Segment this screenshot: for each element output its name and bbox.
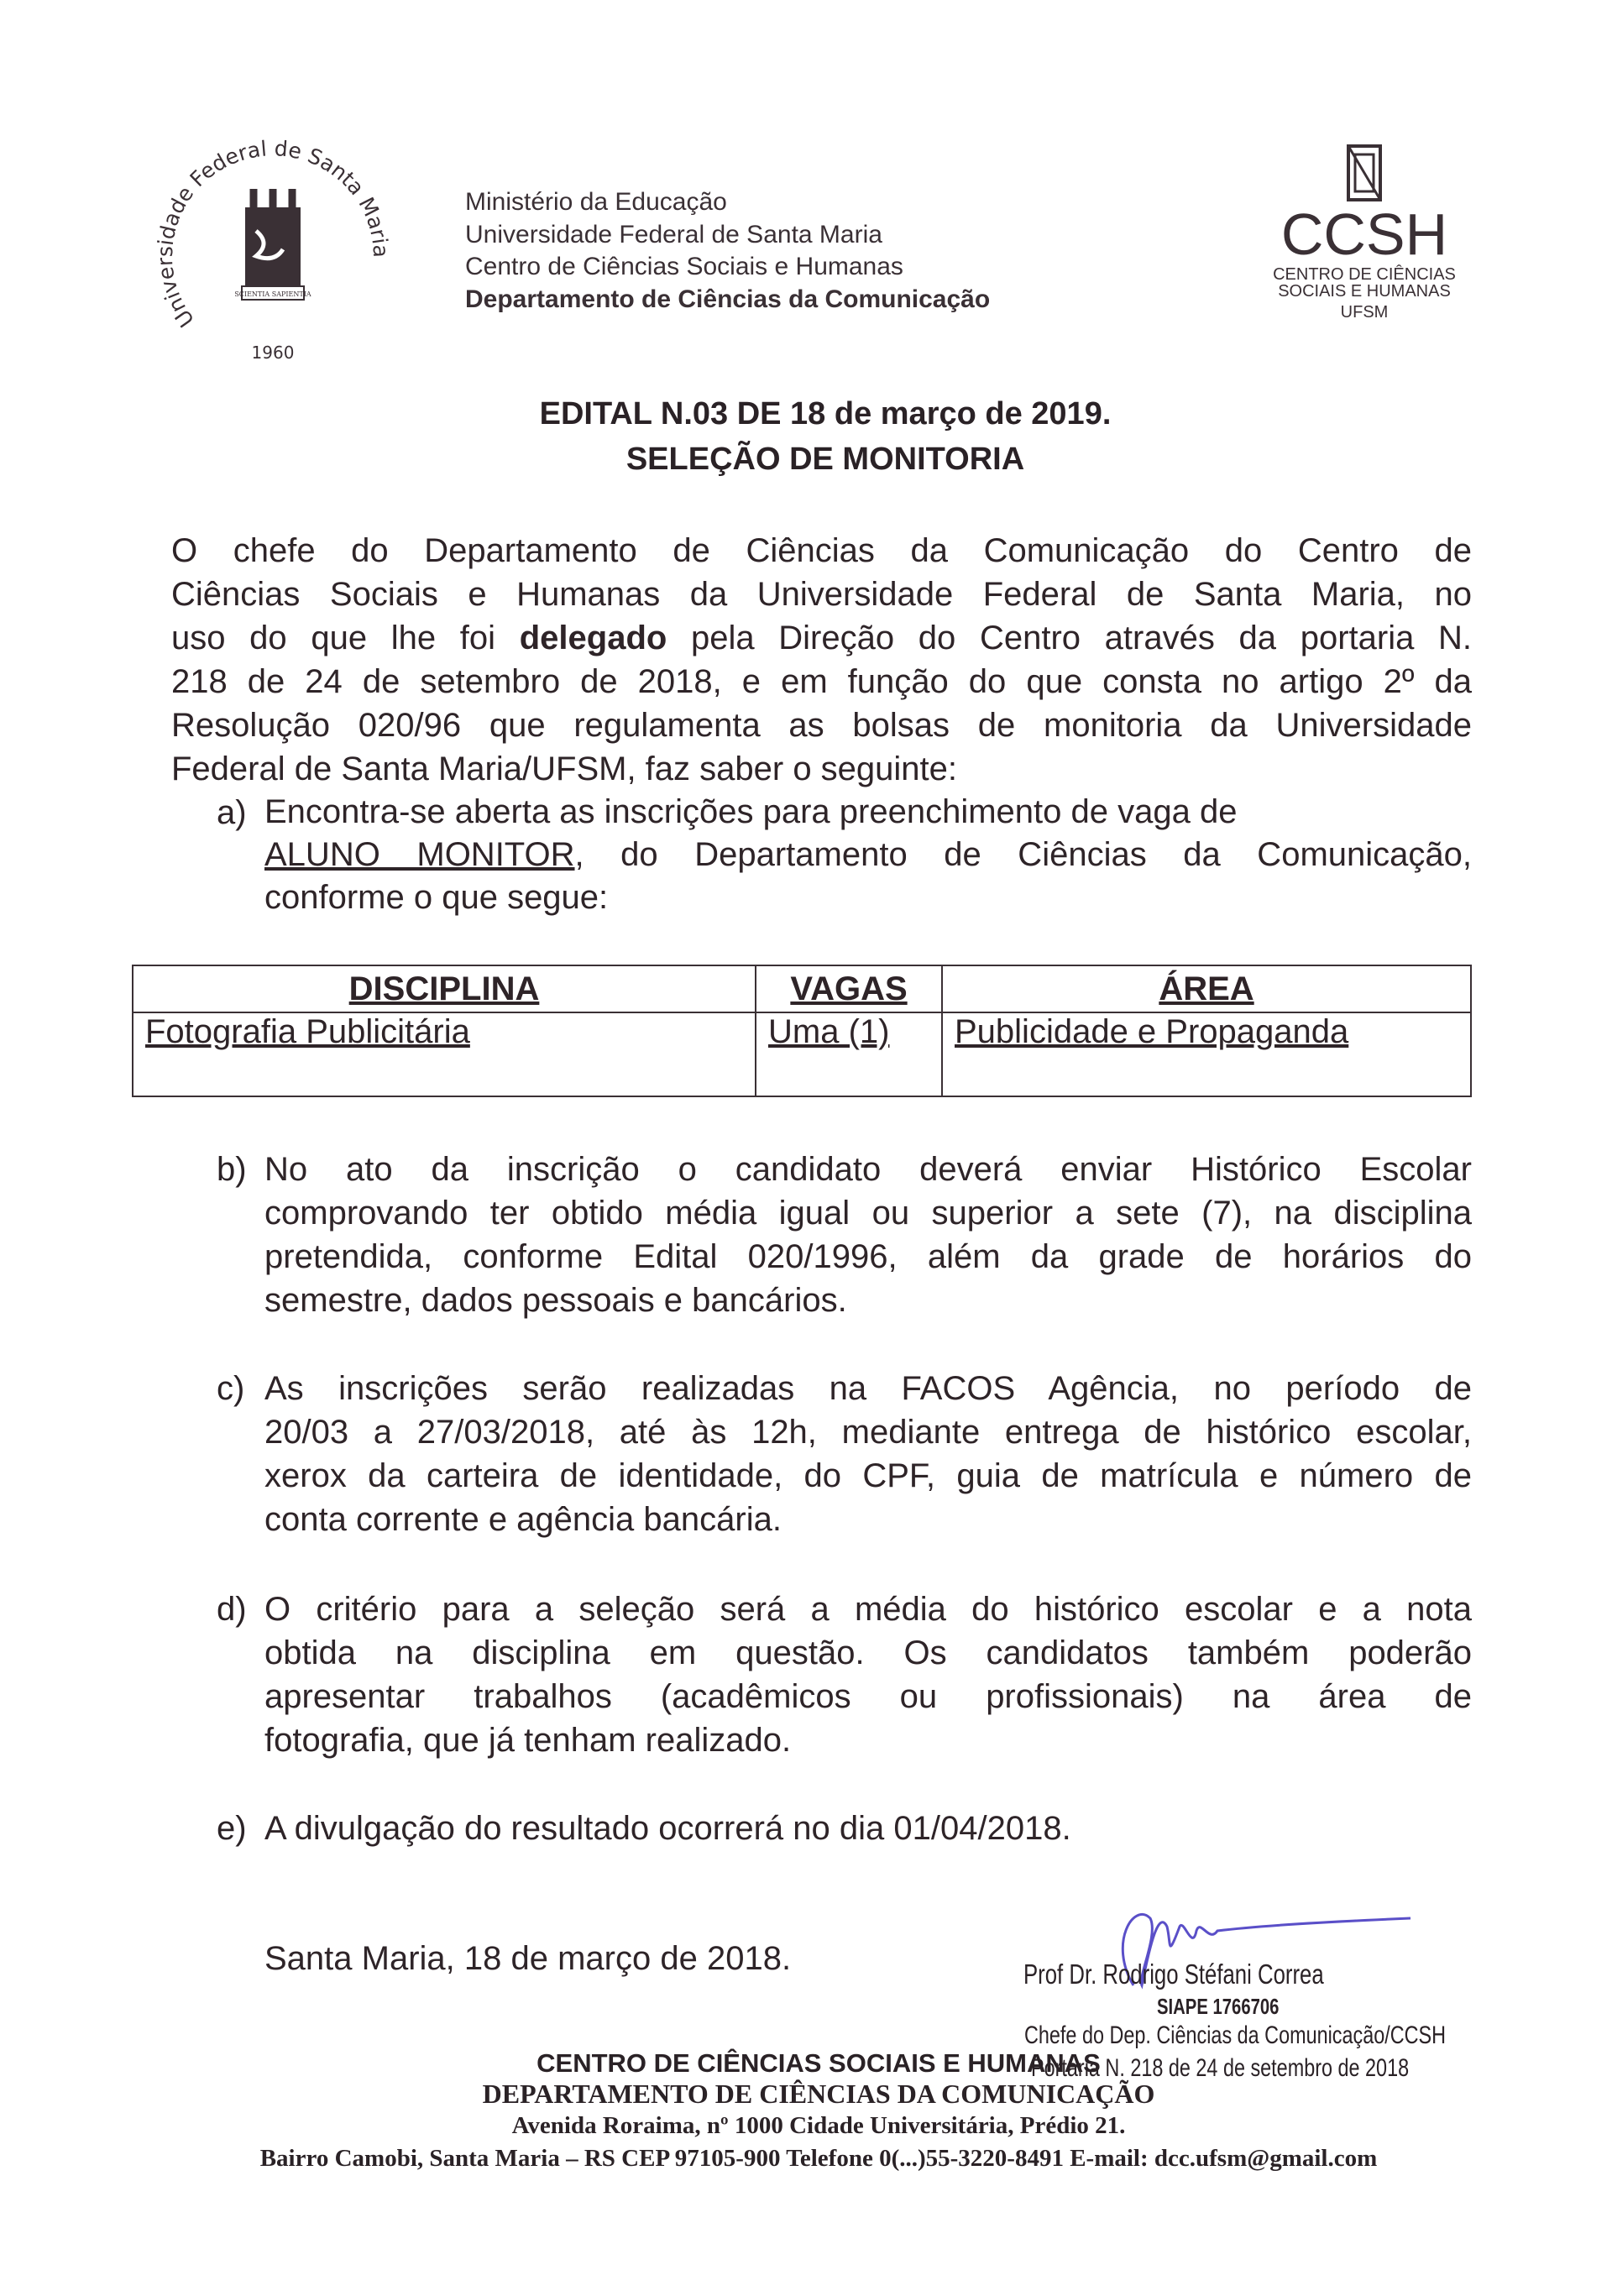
item-line: semestre, dados pessoais e bancários. (264, 1282, 847, 1319)
item-line: conforme o que segue: (264, 879, 609, 916)
item-label: b) (217, 1151, 247, 1188)
item-line: As inscrições serão realizadas na FACOS Agência, no período de (264, 1370, 1472, 1407)
intro-line: O chefe do Departamento de Ciências da Comunicação do Centro de (171, 532, 1472, 569)
header-vagas: VAGAS (756, 965, 942, 1012)
institution-header (465, 186, 990, 316)
signer-portaria: Portaria N. 218 de 24 de setembro de 2018 (1031, 2054, 1410, 2082)
cell-vagas: Uma (1) (756, 1012, 942, 1096)
item-text: , do Departamento de Ciências da Comunicação, (574, 836, 1472, 873)
header-area: ÁREA (942, 965, 1471, 1012)
intro-paragraph (171, 529, 1472, 791)
logo-year: 1960 (251, 343, 295, 363)
cell-disciplina: Fotografia Publicitária (133, 1012, 756, 1096)
ccsh-line2: SOCIAIS E HUMANAS (1278, 282, 1451, 301)
item-line: xerox da carteira de identidade, do CPF, guia de matrícula e número de (264, 1457, 1472, 1494)
item-line: pretendida, conforme Edital 020/1996, além da grade de horários do (264, 1238, 1472, 1275)
edital-title: EDITAL N.03 DE 18 de março de 2019. (539, 396, 1112, 431)
footer-address: Avenida Roraima, nº 1000 Cidade Universitária, Prédio 21. (511, 2112, 1126, 2139)
item-line: No ato da inscrição o candidato deverá enviar Histórico Escolar (264, 1151, 1472, 1188)
table-row (133, 1012, 1471, 1096)
aluno-monitor-underlined: ALUNO MONITOR (264, 836, 575, 873)
intro-line: Federal de Santa Maria/UFSM, faz saber o seguinte: (171, 751, 958, 787)
header-ministry: Ministério da Educação (465, 188, 727, 216)
vacancy-table (132, 965, 1472, 1097)
ccsh-line3: UFSM (1340, 303, 1389, 322)
ccsh-line1: CENTRO DE CIÊNCIAS (1273, 265, 1456, 284)
place-date: Santa Maria, 18 de março de 2018. (264, 1940, 792, 1977)
logo-motto: SCIENTIA SAPIENTIA (234, 290, 311, 298)
intro-text: pela Direção do Centro através da portaria N. (667, 620, 1472, 656)
footer-contact: Bairro Camobi, Santa Maria – RS CEP 97105-900 Telefone 0(...)55-3220-8491 E-mail: dcc.ufsm@gmail.com (259, 2145, 1378, 2172)
signer-role: Chefe do Dep. Ciências da Comunicação/CCSH (1024, 2021, 1447, 2049)
logo-ring-text: Universidade Federal de Santa Maria (152, 139, 394, 332)
footer-department: DEPARTAMENTO DE CIÊNCIAS DA COMUNICAÇÃO (482, 2079, 1155, 2109)
item-label: d) (217, 1591, 247, 1628)
item-line: obtida na disciplina em questão. Os candidatos também poderão (264, 1634, 1472, 1671)
intro-line (171, 616, 1472, 660)
header-university: Universidade Federal de Santa Maria (465, 220, 882, 248)
ccsh-acronym: CCSH (1280, 201, 1448, 267)
item-line (264, 834, 1472, 876)
footer-center: CENTRO DE CIÊNCIAS SOCIAIS E HUMANAS (536, 2048, 1101, 2078)
header-disciplina: DISCIPLINA (133, 965, 756, 1012)
item-line: apresentar trabalhos (acadêmicos ou profissionais) na área de (264, 1678, 1472, 1715)
intro-line: 218 de 24 de setembro de 2018, e em função do que consta no artigo 2º da (171, 663, 1472, 700)
intro-line: Resolução 020/96 que regulamenta as bolsas de monitoria da Universidade (171, 707, 1472, 744)
intro-text: uso do que lhe foi (171, 620, 520, 656)
item-label: c) (217, 1370, 245, 1407)
ufsm-logo (151, 139, 395, 369)
ccsh-emblem-icon (1343, 143, 1385, 203)
item-line: A divulgação do resultado ocorrerá no dia 01/04/2018. (264, 1810, 1071, 1847)
item-line: 20/03 a 27/03/2018, até às 12h, mediante entrega de histórico escolar, (264, 1414, 1472, 1451)
item-label: e) (217, 1810, 247, 1847)
delegado-bold: delegado (519, 620, 667, 656)
edital-subtitle: SELEÇÃO DE MONITORIA (625, 442, 1025, 477)
signer-siape: SIAPE 1766706 (1157, 1994, 1280, 2019)
signer-name: Prof Dr. Rodrigo Stéfani Correa (1023, 1959, 1324, 1990)
intro-line: Ciências Sociais e Humanas da Universidade Federal de Santa Maria, no (171, 576, 1472, 613)
item-line: conta corrente e agência bancária. (264, 1501, 782, 1538)
table-header-row (133, 965, 1471, 1012)
item-line: fotografia, que já tenham realizado. (264, 1722, 792, 1759)
ccsh-logo (1243, 143, 1486, 325)
header-department: Departamento de Ciências da Comunicação (465, 285, 991, 313)
header-center: Centro de Ciências Sociais e Humanas (465, 253, 903, 280)
item-label: a) (217, 794, 247, 831)
cell-area: Publicidade e Propaganda (942, 1012, 1471, 1096)
item-line: O critério para a seleção será a média do histórico escolar e a nota (264, 1591, 1472, 1628)
item-line: comprovando ter obtido média igual ou superior a sete (7), na disciplina (264, 1195, 1472, 1232)
item-line: Encontra-se aberta as inscrições para preenchimento de vaga de (264, 793, 1238, 830)
